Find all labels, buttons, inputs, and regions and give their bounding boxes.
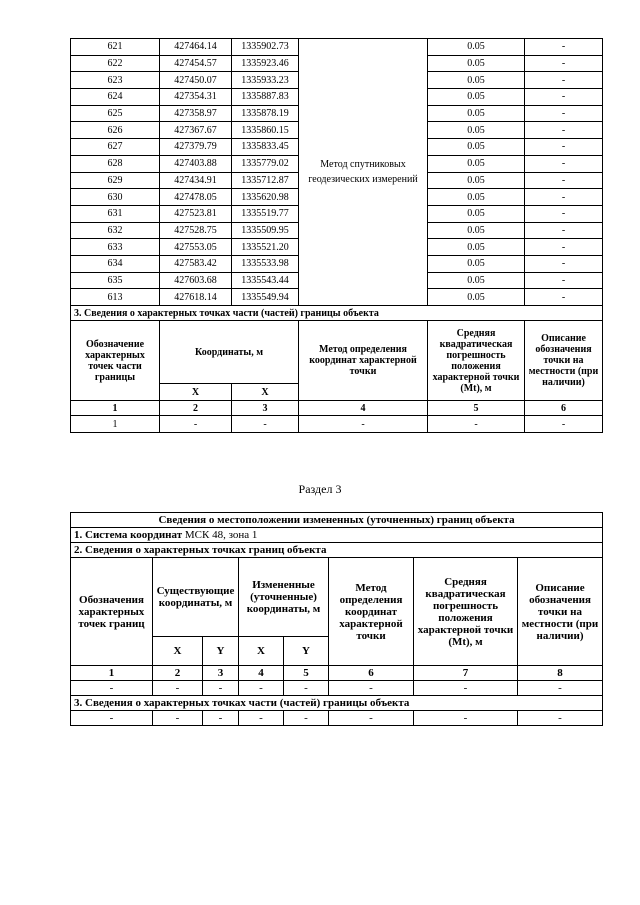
point-number: 627 xyxy=(71,139,160,156)
table1-part-title: 3. Сведения о характерных точках части (частей) границы объекта xyxy=(71,306,603,321)
coord-y: 1335887.83 xyxy=(232,89,299,106)
coord-x: 427367.67 xyxy=(160,122,232,139)
point-number: 613 xyxy=(71,289,160,306)
coord-x: 427450.07 xyxy=(160,72,232,89)
column-number: 7 xyxy=(414,666,518,681)
coordinate-system-row xyxy=(71,528,603,543)
header-mt: Средняя квадратическая погрешность положения характерной точки (Mt), м xyxy=(428,321,525,401)
empty-cell: - xyxy=(329,681,414,696)
coordinate-system-value: МСК 48, зона 1 xyxy=(184,529,258,541)
point-number: 630 xyxy=(71,189,160,206)
header-mt: Средняя квадратическая погрешность положения характерной точки (Mt), м xyxy=(414,558,518,666)
section-title: Раздел 3 xyxy=(298,482,342,496)
column-number: 5 xyxy=(284,666,329,681)
mt-value: 0.05 xyxy=(428,272,525,289)
coord-y: 1335620.98 xyxy=(232,189,299,206)
mt-value: 0.05 xyxy=(428,172,525,189)
point-number: 632 xyxy=(71,222,160,239)
part-cell: - xyxy=(153,711,203,726)
coord-x: 427553.05 xyxy=(160,239,232,256)
point-number: 624 xyxy=(71,89,160,106)
mt-value: 0.05 xyxy=(428,72,525,89)
header-changed-y: Y xyxy=(284,637,329,666)
point-number: 628 xyxy=(71,155,160,172)
column-number: 4 xyxy=(299,401,428,416)
point-number: 622 xyxy=(71,55,160,72)
description-value: - xyxy=(525,105,603,122)
points-table xyxy=(70,38,603,433)
description-value: - xyxy=(525,289,603,306)
coord-x: 427379.79 xyxy=(160,139,232,156)
part-cell: - xyxy=(329,711,414,726)
column-number: 1 xyxy=(71,401,160,416)
coord-y: 1335533.98 xyxy=(232,255,299,272)
part-cell: - xyxy=(232,416,299,433)
coord-x: 427403.88 xyxy=(160,155,232,172)
table1-header-row xyxy=(71,321,603,384)
coord-y: 1335509.95 xyxy=(232,222,299,239)
header-point-designation: Обозначение характерных точек части границы xyxy=(71,321,160,401)
point-number: 626 xyxy=(71,122,160,139)
header-point-designation: Обозначения характерных точек границ xyxy=(71,558,153,666)
description-value: - xyxy=(525,139,603,156)
mt-value: 0.05 xyxy=(428,239,525,256)
header-existing-y: Y xyxy=(203,637,239,666)
point-number: 621 xyxy=(71,39,160,56)
part-cell: 1 xyxy=(71,416,160,433)
coord-y: 1335833.45 xyxy=(232,139,299,156)
coord-x: 427434.91 xyxy=(160,172,232,189)
column-number: 6 xyxy=(525,401,603,416)
coord-x: 427478.05 xyxy=(160,189,232,206)
column-number: 5 xyxy=(428,401,525,416)
empty-cell: - xyxy=(71,681,153,696)
part-cell: - xyxy=(284,711,329,726)
part-cell: - xyxy=(239,711,284,726)
part-cell: - xyxy=(299,416,428,433)
mt-value: 0.05 xyxy=(428,139,525,156)
part-cell: - xyxy=(428,416,525,433)
table-row xyxy=(71,39,603,56)
empty-cell: - xyxy=(284,681,329,696)
table2-column-numbers xyxy=(71,666,603,681)
column-number: 4 xyxy=(239,666,284,681)
description-value: - xyxy=(525,172,603,189)
empty-cell: - xyxy=(239,681,284,696)
description-value: - xyxy=(525,222,603,239)
description-value: - xyxy=(525,39,603,56)
coordinate-system-label: 1. Система координат xyxy=(74,529,183,541)
points-section-title: 2. Сведения о характерных точках границ объекта xyxy=(71,543,603,558)
header-description: Описание обозначения точки на местности (при наличии) xyxy=(525,321,603,401)
description-value: - xyxy=(525,55,603,72)
header-coordinates: Координаты, м xyxy=(160,321,299,384)
coord-y: 1335519.77 xyxy=(232,205,299,222)
header-method: Метод определения координат характерной точки xyxy=(299,321,428,401)
coord-y: 1335549.94 xyxy=(232,289,299,306)
description-value: - xyxy=(525,72,603,89)
table1-part-row xyxy=(71,416,603,433)
mt-value: 0.05 xyxy=(428,55,525,72)
mt-value: 0.05 xyxy=(428,155,525,172)
coord-x: 427464.14 xyxy=(160,39,232,56)
coord-y: 1335923.46 xyxy=(232,55,299,72)
description-value: - xyxy=(525,255,603,272)
header-changed-x: X xyxy=(239,637,284,666)
coord-y: 1335860.15 xyxy=(232,122,299,139)
description-value: - xyxy=(525,122,603,139)
description-value: - xyxy=(525,89,603,106)
point-number: 635 xyxy=(71,272,160,289)
table2-part-title: 3. Сведения о характерных точках части (частей) границы объекта xyxy=(71,696,603,711)
header-changed-coords: Измененные (уточненные) координаты, м xyxy=(239,558,329,637)
header-x: X xyxy=(160,384,232,401)
point-number: 629 xyxy=(71,172,160,189)
empty-cell: - xyxy=(203,681,239,696)
column-number: 6 xyxy=(329,666,414,681)
table2-caption: Сведения о местоположении измененных (уточненных) границ объекта xyxy=(71,513,603,528)
part-cell: - xyxy=(518,711,603,726)
table1-column-numbers xyxy=(71,401,603,416)
coord-x: 427358.97 xyxy=(160,105,232,122)
header-existing-coords: Существующие координаты, м xyxy=(153,558,239,637)
mt-value: 0.05 xyxy=(428,122,525,139)
part-cell: - xyxy=(160,416,232,433)
coord-y: 1335902.73 xyxy=(232,39,299,56)
point-number: 625 xyxy=(71,105,160,122)
table2-empty-row xyxy=(71,681,603,696)
point-number: 631 xyxy=(71,205,160,222)
coord-y: 1335933.23 xyxy=(232,72,299,89)
description-value: - xyxy=(525,189,603,206)
part-cell: - xyxy=(414,711,518,726)
column-number: 3 xyxy=(203,666,239,681)
mt-value: 0.05 xyxy=(428,255,525,272)
table2-part-row xyxy=(71,711,603,726)
empty-cell: - xyxy=(414,681,518,696)
method-cell: Метод спутниковых геодезических измерений xyxy=(299,39,428,306)
mt-value: 0.05 xyxy=(428,89,525,106)
description-value: - xyxy=(525,205,603,222)
coord-y: 1335779.02 xyxy=(232,155,299,172)
changed-boundaries-table xyxy=(70,512,603,726)
mt-value: 0.05 xyxy=(428,105,525,122)
column-number: 8 xyxy=(518,666,603,681)
header-description: Описание обозначения точки на местности (при наличии) xyxy=(518,558,603,666)
column-number: 2 xyxy=(153,666,203,681)
mt-value: 0.05 xyxy=(428,39,525,56)
coord-x: 427603.68 xyxy=(160,272,232,289)
coord-x: 427618.14 xyxy=(160,289,232,306)
empty-cell: - xyxy=(518,681,603,696)
part-cell: - xyxy=(71,711,153,726)
point-number: 633 xyxy=(71,239,160,256)
column-number: 2 xyxy=(160,401,232,416)
mt-value: 0.05 xyxy=(428,205,525,222)
header-existing-x: X xyxy=(153,637,203,666)
mt-value: 0.05 xyxy=(428,189,525,206)
points-table-body xyxy=(71,39,603,433)
part-cell: - xyxy=(525,416,603,433)
header-y: X xyxy=(232,384,299,401)
coord-x: 427583.42 xyxy=(160,255,232,272)
coord-y: 1335521.20 xyxy=(232,239,299,256)
column-number: 1 xyxy=(71,666,153,681)
column-number: 3 xyxy=(232,401,299,416)
point-number: 634 xyxy=(71,255,160,272)
mt-value: 0.05 xyxy=(428,222,525,239)
coord-x: 427528.75 xyxy=(160,222,232,239)
coord-x: 427354.31 xyxy=(160,89,232,106)
coord-x: 427523.81 xyxy=(160,205,232,222)
coord-y: 1335878.19 xyxy=(232,105,299,122)
header-method: Метод определения координат характерной точки xyxy=(329,558,414,666)
empty-cell: - xyxy=(153,681,203,696)
table1-part-title-row xyxy=(71,306,603,321)
coord-y: 1335543.44 xyxy=(232,272,299,289)
part-cell: - xyxy=(203,711,239,726)
mt-value: 0.05 xyxy=(428,289,525,306)
description-value: - xyxy=(525,239,603,256)
coord-y: 1335712.87 xyxy=(232,172,299,189)
description-value: - xyxy=(525,272,603,289)
description-value: - xyxy=(525,155,603,172)
coord-x: 427454.57 xyxy=(160,55,232,72)
point-number: 623 xyxy=(71,72,160,89)
